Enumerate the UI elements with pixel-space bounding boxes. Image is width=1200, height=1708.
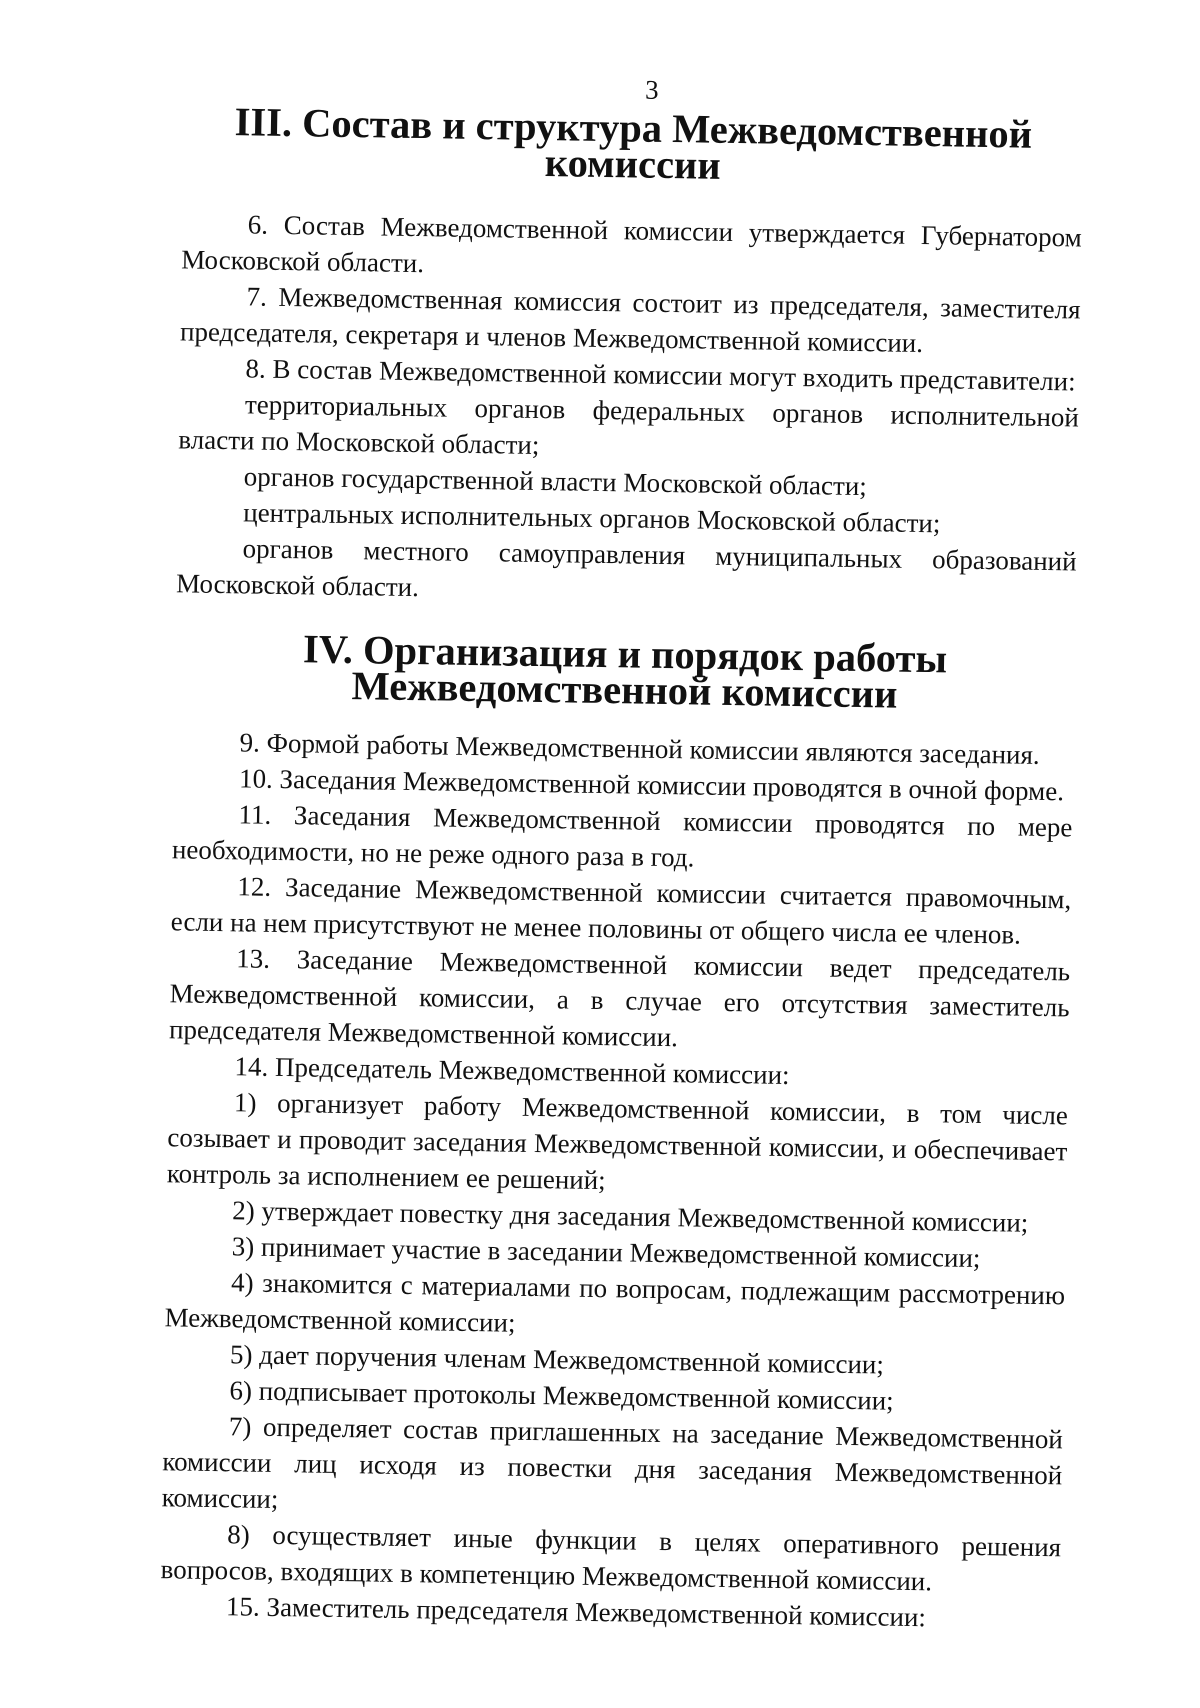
paragraph-14-item-6: 6) подписывает протоколы Межведомственной комиссии; (229, 1375, 894, 1416)
paragraph-8-item-local-government: органов местного самоуправления муниципальных образований Московской области. (175, 533, 1077, 603)
paragraph-9: 9. Формой работы Межведомственной комиссии являются заседания. (239, 727, 1040, 770)
paragraph-7: 7. Межведомственная комиссия состоит из председателя, заместителя председателя, секретаря и членов Межведомственной комиссии. (179, 281, 1081, 359)
paragraph-10: 10. Заседания Межведомственной комиссии проводятся в очной форме. (238, 763, 1065, 807)
paragraph-13: 13. Заседание Межведомственной комиссии ведет председатель Межведомственной комиссии, а в случае его отсутствия заместитель председателя Межведомственной комиссии. (168, 943, 1071, 1053)
section-4-title: IV. Организация и порядок работы Межведомственной комиссии (302, 626, 948, 717)
paragraph-8-item-state-power: органов государственной власти Московской области; (243, 461, 868, 502)
paragraph-14-item-5: 5) дает поручения членам Межведомственной комиссии; (229, 1339, 885, 1380)
paragraph-8: 8. В состав Межведомственной комиссии могут входить представители: (245, 353, 1076, 397)
paragraph-8-item-territorial: территориальных органов федеральных органов исполнительной власти по Московской области; (178, 389, 1080, 460)
section-3-title: III. Состав и структура Межведомственной комиссии (234, 99, 1033, 188)
paragraph-14: 14. Председатель Межведомственной комиссии: (234, 1051, 790, 1091)
paragraph-14-item-2: 2) утверждает повестку дня заседания Межведомственной комиссии; (232, 1195, 1029, 1238)
paragraph-12: 12. Заседание Межведомственной комиссии считается правомочным, если на нем присутствуют не менее половины от общего числа ее членов. (170, 871, 1072, 950)
paragraph-8-item-central-executive: центральных исполнительных органов Московской области; (243, 497, 941, 539)
paragraph-15: 15. Заместитель председателя Межведомственной комиссии: (225, 1591, 927, 1633)
paragraph-14-item-7: 7) определяет состав приглашенных на заседание Межведомственной комиссии лиц исходя из повестки дня заседания Межведомственной комиссии; (161, 1411, 1064, 1515)
paragraph-14-item-8: 8) осуществляет иные функции в целях оперативного решения вопросов, входящих в компетенцию Межведомственной комиссии. (160, 1519, 1062, 1597)
document-body (160, 99, 1084, 1637)
page-number: 3 (644, 74, 659, 105)
paragraph-6: 6. Состав Межведомственной комиссии утверждается Губернатором Московской области. (180, 209, 1082, 279)
paragraph-14-item-1: 1) организует работу Межведомственной комиссии, в том числе созывает и проводит заседания Межведомственной комиссии, и обеспечивает контроль за исполнением ее решений; (166, 1087, 1069, 1196)
paragraph-11: 11. Заседания Межведомственной комиссии проводятся по мере необходимости, но не реже одного раза в год. (171, 799, 1073, 873)
paragraph-14-item-3: 3) принимает участие в заседании Межведомственной комиссии; (231, 1231, 981, 1274)
paragraph-14-item-4: 4) знакомится с материалами по вопросам, подлежащим рассмотрению Межведомственной комиссии; (164, 1267, 1066, 1338)
